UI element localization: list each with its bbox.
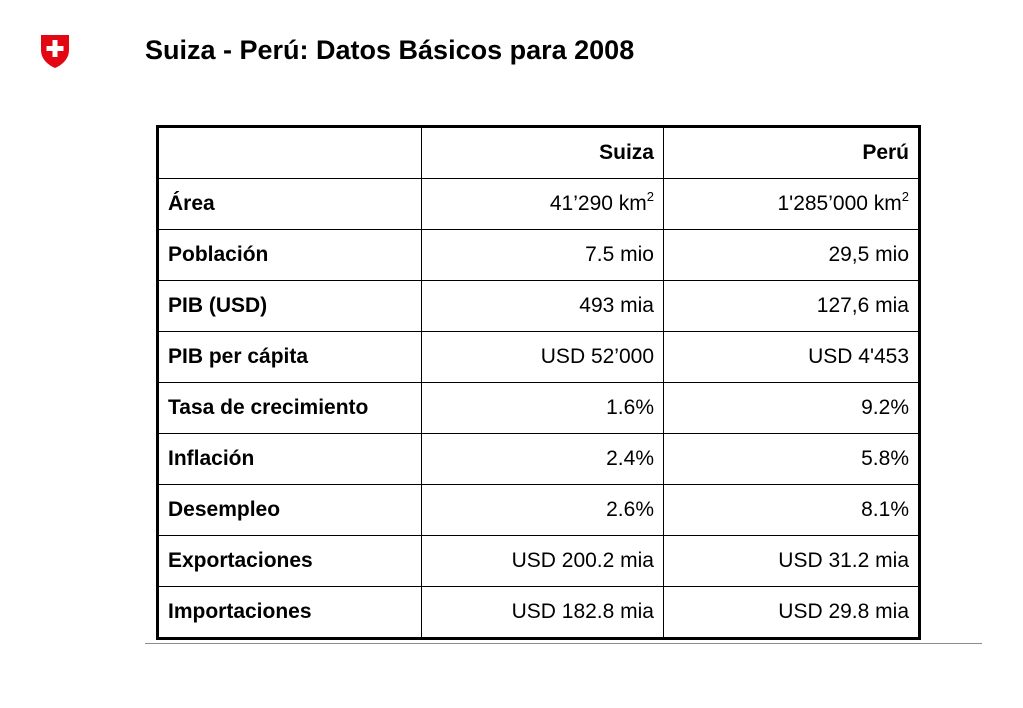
row-label: Área	[158, 179, 422, 230]
table-row	[158, 485, 920, 536]
cell-peru: USD 4'453	[664, 332, 920, 383]
cell-peru: 8.1%	[664, 485, 920, 536]
cell-peru: 5.8%	[664, 434, 920, 485]
superscript: 2	[646, 189, 654, 204]
table-row	[158, 281, 920, 332]
cell-suiza: 7.5 mio	[422, 230, 664, 281]
table-header-row	[158, 127, 920, 179]
cell-value: 1'285’000 km	[777, 192, 902, 215]
header-cell-suiza: Suiza	[422, 127, 664, 179]
superscript: 2	[901, 189, 909, 204]
cell-peru: 127,6 mia	[664, 281, 920, 332]
footer-divider	[145, 643, 982, 644]
cell-peru	[664, 179, 920, 230]
table-row	[158, 383, 920, 434]
row-label: PIB per cápita	[158, 332, 422, 383]
cell-suiza: USD 52’000	[422, 332, 664, 383]
cell-peru: USD 31.2 mia	[664, 536, 920, 587]
cell-suiza	[422, 179, 664, 230]
page-title: Suiza - Perú: Datos Básicos para 2008	[145, 35, 635, 65]
cell-suiza: USD 182.8 mia	[422, 587, 664, 639]
data-table	[156, 125, 921, 640]
row-label: Población	[158, 230, 422, 281]
table-row	[158, 587, 920, 639]
table-row	[158, 536, 920, 587]
cell-peru: 9.2%	[664, 383, 920, 434]
row-label: Desempleo	[158, 485, 422, 536]
header-cell-empty	[158, 127, 422, 179]
row-label: Exportaciones	[158, 536, 422, 587]
cell-suiza: 493 mia	[422, 281, 664, 332]
row-label: Importaciones	[158, 587, 422, 639]
row-label: Tasa de crecimiento	[158, 383, 422, 434]
cell-suiza: USD 200.2 mia	[422, 536, 664, 587]
header-cell-peru: Perú	[664, 127, 920, 179]
row-label: PIB (USD)	[158, 281, 422, 332]
cell-peru: USD 29.8 mia	[664, 587, 920, 639]
table-row	[158, 230, 920, 281]
table-row	[158, 179, 920, 230]
swiss-shield-icon	[39, 33, 71, 69]
table-row	[158, 434, 920, 485]
cell-peru: 29,5 mio	[664, 230, 920, 281]
row-label: Inflación	[158, 434, 422, 485]
cell-suiza: 2.4%	[422, 434, 664, 485]
cell-suiza: 2.6%	[422, 485, 664, 536]
table-row	[158, 332, 920, 383]
cell-value: 41’290 km	[549, 192, 647, 215]
cell-suiza: 1.6%	[422, 383, 664, 434]
